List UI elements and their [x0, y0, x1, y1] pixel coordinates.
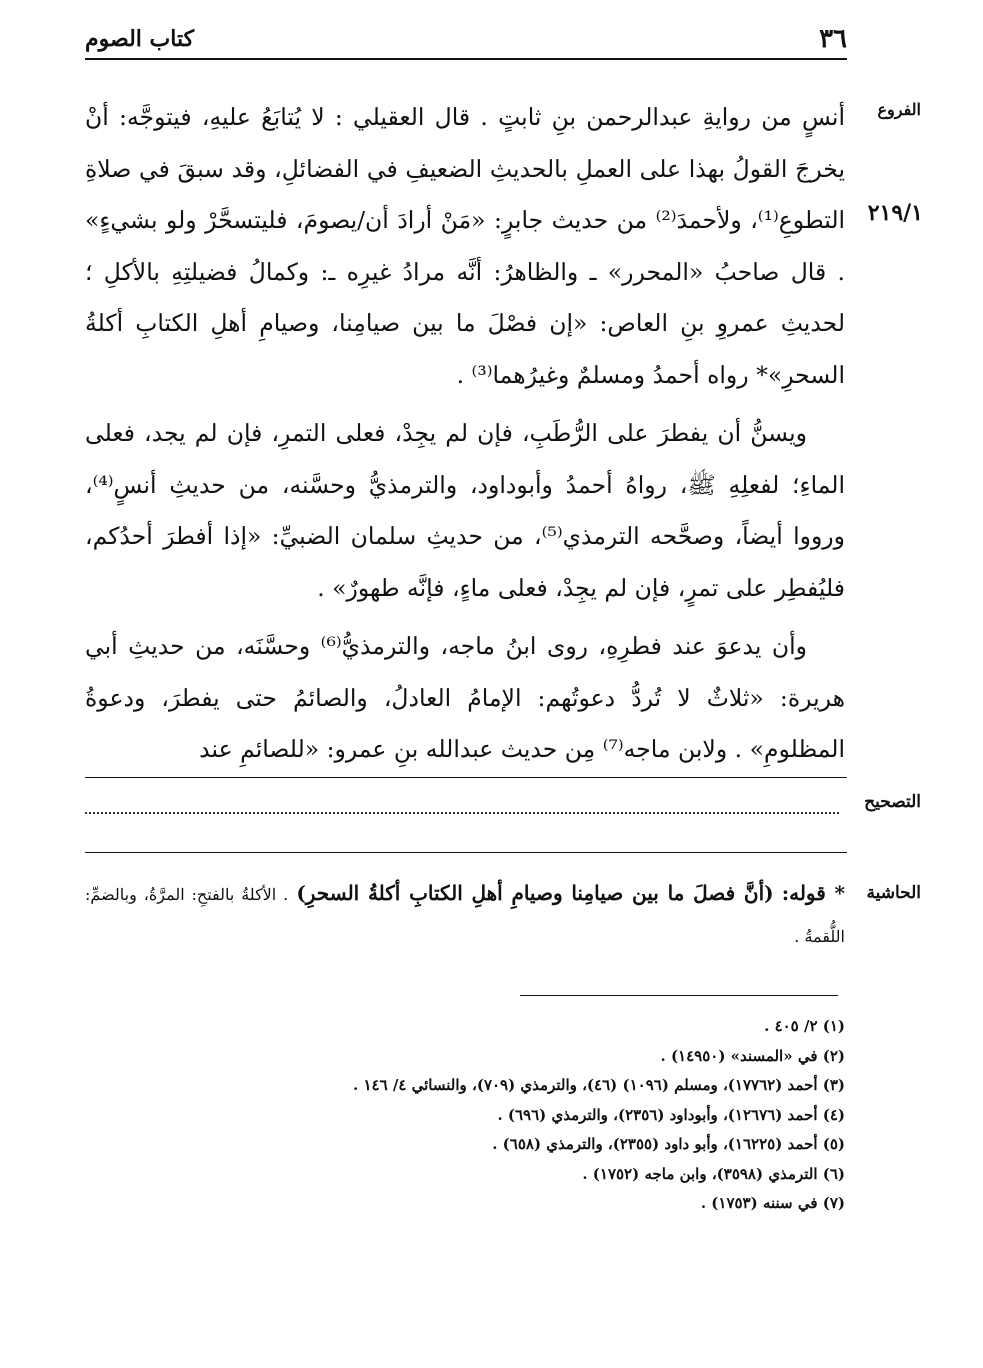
page-header — [85, 24, 847, 54]
page-number: ٣٦ — [819, 24, 847, 54]
correction-dotted-line — [85, 812, 839, 814]
footnotes — [145, 1012, 845, 1219]
footnote-item: (٤) أحمد (١٢٦٧٦)، وأبوداود (٢٣٥٦)، والترمذي (٦٩٦) . — [497, 1105, 845, 1124]
furu-label: الفروع — [877, 100, 921, 119]
footnote-item: (٦) الترمذي (٣٥٩٨)، وابن ماجه (١٧٥٢) . — [582, 1164, 845, 1183]
footnote-item: (٥) أحمد (١٦٢٢٥)، وأبو داود (٢٣٥٥)، والترمذي (٦٥٨) . — [492, 1135, 845, 1153]
footnote-item: (٣) أحمد (١٧٧٦٢)، ومسلم (١٠٩٦) (٤٦)، والترمذي (٧٠٩)، والنسائي ٤/ ١٤٦ . — [353, 1076, 845, 1094]
main-text — [85, 92, 845, 776]
hashiya-label: الحاشية — [866, 883, 921, 903]
hashiya-section — [85, 873, 921, 957]
hashiya-explanation: . الأكلةُ بالفتحِ: المرَّةُ، وبالضمِّ: اللُّقمةُ . — [85, 885, 845, 946]
header-rule — [85, 58, 847, 60]
footnote-item: (٧) في سننه (١٧٥٣) . — [700, 1194, 845, 1212]
book-title: كتاب الصوم — [85, 26, 195, 52]
hashiya-prefix: * قوله: — [781, 881, 845, 905]
footnote-item: (٢) في «المسند» (١٤٩٥٠) . — [660, 1046, 845, 1065]
main-paragraph-1: أنسٍ من روايةِ عبدالرحمن بنِ ثابتٍ . قال العقيلي : لا يُتابَعُ عليهِ، فيتوجَّه: أنْ يخرجَ القولُ بهذا على العملِ بالحديثِ الضعيفِ في الفضائلِ، وقد سبقَ في صلاةِ التطوعِ⁽¹⁾، ولأحمدَ⁽²⁾ من حديث جابرٍ: «مَنْ أرادَ أن/يصومَ، فليتسحَّرْ ولو بشيءٍ» . قال صاحبُ «المحرر» ـ والظاهرُ: أنَّه مرادُ غيرِه ـ: وكمالُ فضيلتِهِ بالأكلِ ؛ لحديثِ عمروِ بنِ العاص: «إن فصْلَ ما بين صيامِنا، وصيامِ أهلِ الكتابِ أكلةُ السحرِ»* رواه أحمدُ ومسلمٌ وغيرُهما⁽³⁾ . — [85, 103, 846, 389]
section-divider-top — [85, 777, 847, 778]
correction-label: التصحيح — [864, 792, 921, 812]
margin-reference: ٢١٩/١ — [867, 200, 923, 226]
correction-section — [85, 790, 921, 820]
main-paragraph-3: وأن يدعوَ عند فطرِهِ، روى ابنُ ماجه، والترمذيُّ⁽⁶⁾ وحسَّنَه، من حديثِ أبي هريرة: «ثلاثٌ لا تُردُّ دعوتُهم: الإمامُ العادلُ، والصائمُ حتى يفطرَ، ودعوةُ المظلومِ» . ولابن ماجه⁽⁷⁾ مِن حديث عبدالله بنِ عمرو: «للصائمِ عند — [85, 632, 845, 763]
hashiya-quote: (أنَّ فصلَ ما بين صيامِنا وصيامِ أهلِ الكتابِ أكلةُ السحرِ) — [296, 881, 774, 905]
footnote-item: (١) ٢/ ٤٠٥ . — [764, 1017, 845, 1035]
section-divider-bottom — [85, 852, 847, 853]
hashiya-text — [85, 873, 845, 957]
footnotes-rule — [520, 995, 838, 996]
main-paragraph-2: ويسنُّ أن يفطرَ على الرُّطَبِ، فإن لم يجِدْ، فعلى التمرِ، فإن لم يجد، فعلى الماءِ؛ لفعلِهِ ﷺ، رواهُ أحمدُ وأبوداود، والترمذيُّ وحسَّنه، من حديثِ أنسٍ⁽⁴⁾، ورووا أيضاً، وصحَّحه الترمذي⁽⁵⁾، من حديثِ سلمان الضبيِّ: «إذا أفطرَ أحدُكم، فليُفطِر على تمرٍ، فإن لم يجِدْ، فعلى ماءٍ، فإنَّه طهورٌ» . — [85, 419, 846, 602]
